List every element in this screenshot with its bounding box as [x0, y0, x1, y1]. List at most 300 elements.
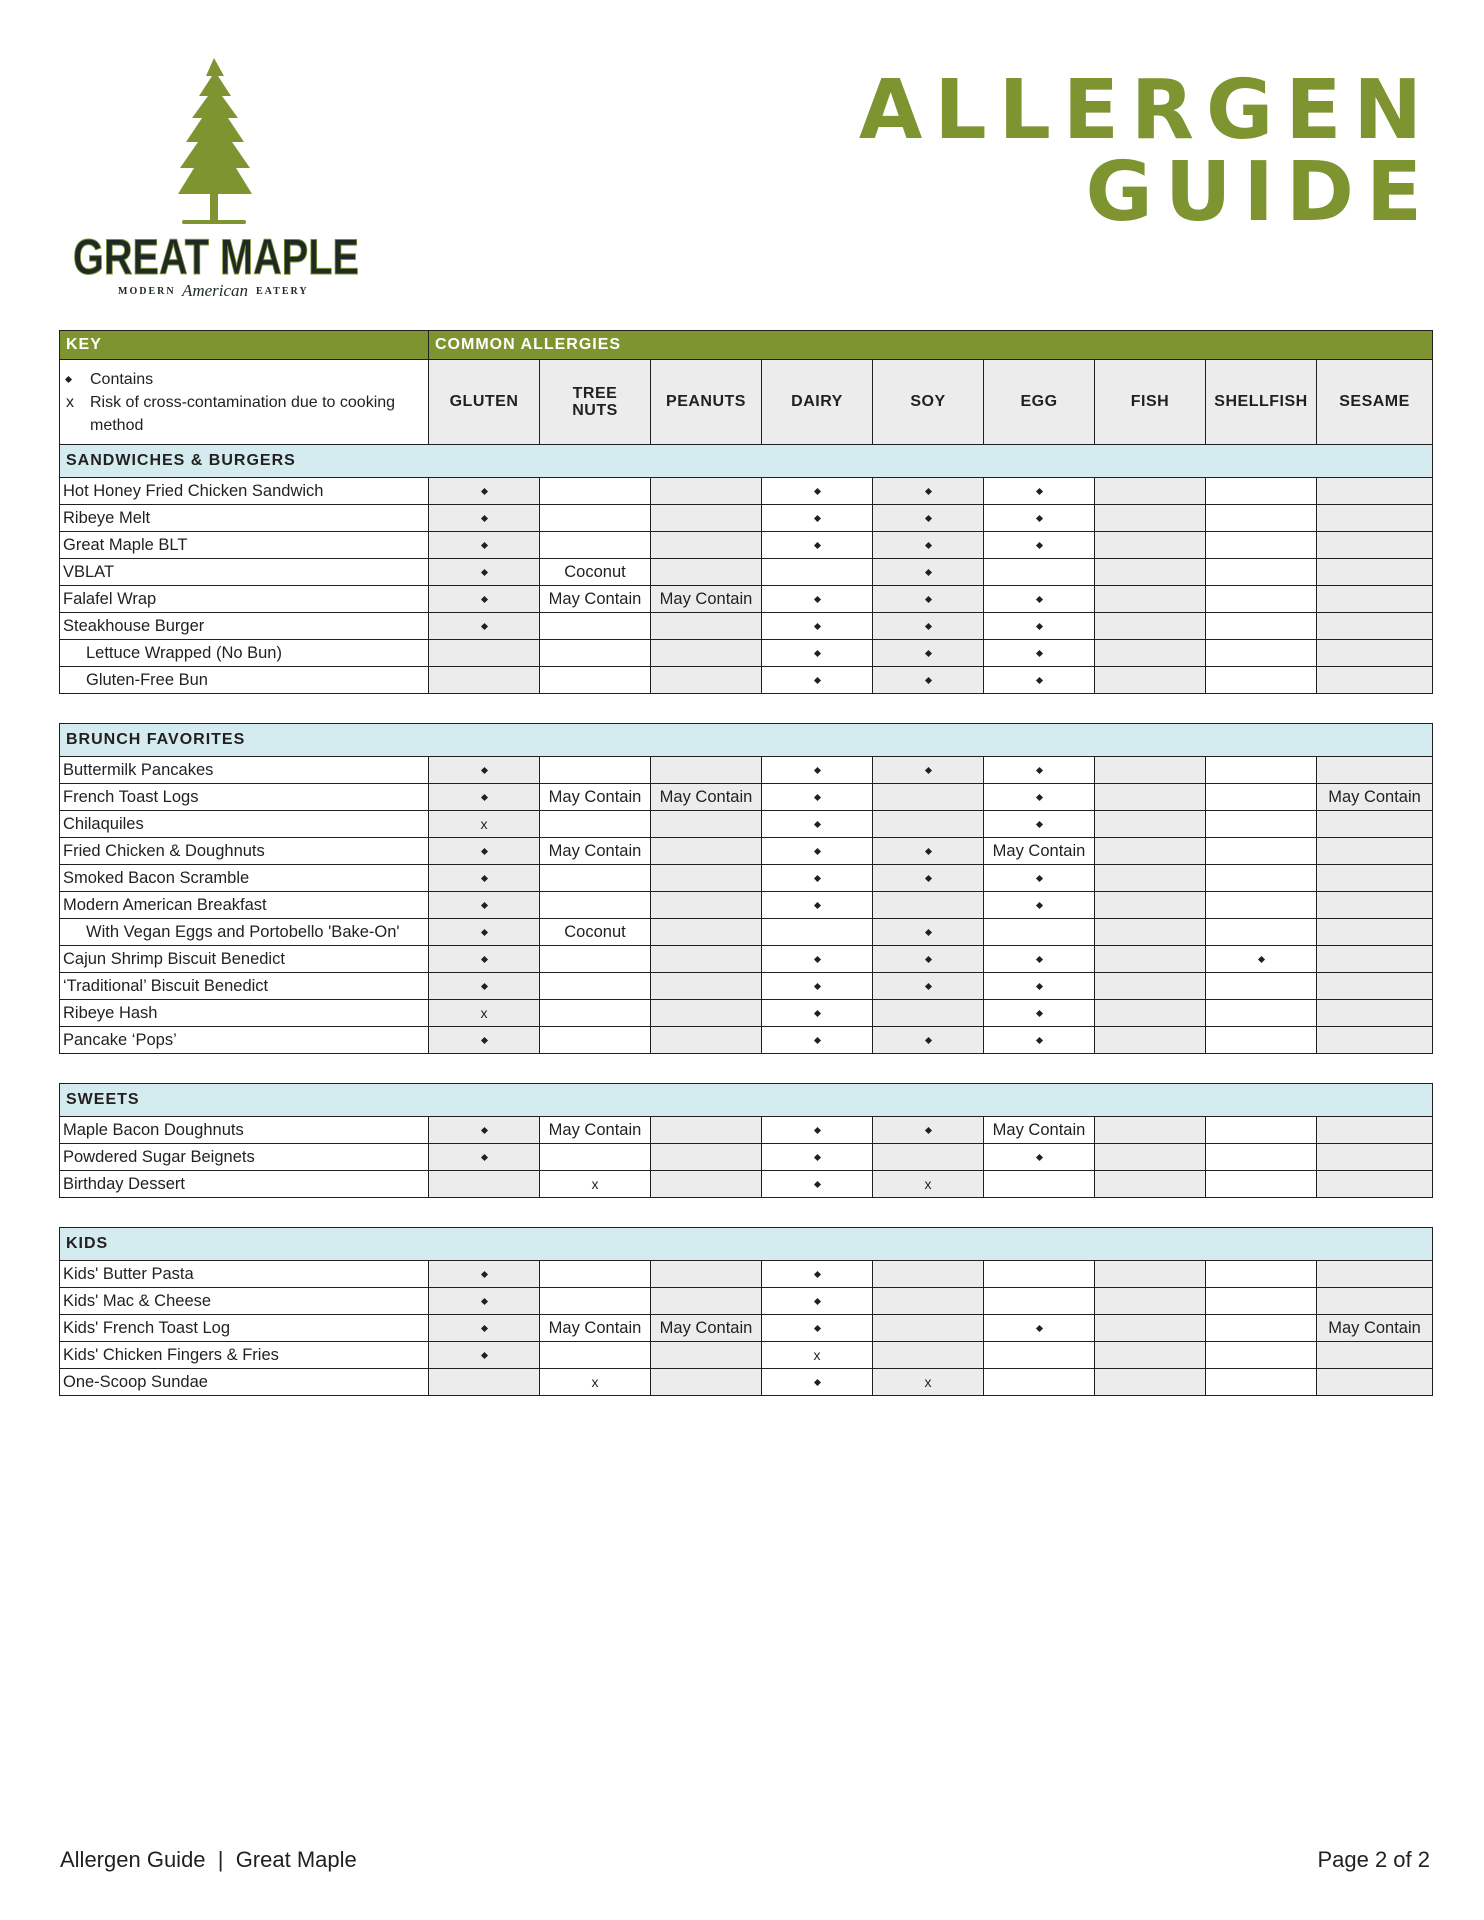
allergen-cell	[1095, 1117, 1206, 1144]
allergen-cell	[873, 973, 984, 1000]
allergen-cell	[540, 1288, 651, 1315]
table-row	[60, 892, 1433, 919]
table-row	[60, 586, 1433, 613]
allergen-cell	[651, 973, 762, 1000]
contains-bullet-icon	[924, 569, 931, 576]
table-row	[60, 1261, 1433, 1288]
allergen-cell	[1095, 1369, 1206, 1396]
contains-bullet-icon	[924, 929, 931, 936]
column-header-dairy: DAIRY	[762, 360, 873, 445]
allergen-cell	[762, 1117, 873, 1144]
allergen-cell	[1206, 892, 1317, 919]
contains-bullet-icon	[813, 821, 820, 828]
allergen-cell	[651, 559, 762, 586]
allergen-cell	[651, 1369, 762, 1396]
allergen-cell	[540, 559, 651, 586]
allergen-note: Coconut	[564, 562, 626, 581]
title-line-2: GUIDE	[1085, 145, 1434, 240]
allergen-cell	[984, 1117, 1095, 1144]
allergen-cell	[762, 1342, 873, 1369]
allergen-cell	[651, 865, 762, 892]
contains-bullet-icon	[480, 875, 487, 882]
allergen-cell	[540, 1369, 651, 1396]
column-header-soy: SOY	[873, 360, 984, 445]
contains-bullet-icon	[813, 794, 820, 801]
allergen-cell	[1206, 946, 1317, 973]
allergen-cell	[1095, 559, 1206, 586]
allergen-cell	[1317, 1288, 1433, 1315]
allergen-cell	[429, 505, 540, 532]
allergen-cell	[1206, 1117, 1317, 1144]
allergen-table-section	[59, 1227, 1433, 1396]
allergen-cell	[540, 784, 651, 811]
allergen-cell	[984, 784, 1095, 811]
section-header	[60, 1228, 1433, 1261]
contains-bullet-icon	[480, 1154, 487, 1161]
allergen-cell	[1095, 1261, 1206, 1288]
allergen-note: May Contain	[548, 1318, 642, 1337]
allergen-cell	[762, 1144, 873, 1171]
table-row	[60, 919, 1433, 946]
page-title	[858, 63, 1434, 240]
allergen-cell	[1206, 784, 1317, 811]
allergen-cell	[540, 505, 651, 532]
menu-item-name: Modern American Breakfast	[60, 892, 429, 919]
allergen-cell	[540, 838, 651, 865]
allergen-cell	[1317, 1369, 1433, 1396]
allergen-cell	[873, 1261, 984, 1288]
allergen-cell	[762, 640, 873, 667]
allergen-cell	[1095, 757, 1206, 784]
allergen-cell	[540, 1315, 651, 1342]
contains-bullet-icon	[924, 515, 931, 522]
key-legend	[60, 360, 429, 445]
allergen-note: May Contain	[548, 787, 642, 806]
allergen-cell	[984, 838, 1095, 865]
contains-bullet-icon	[813, 1010, 820, 1017]
menu-item-name: Falafel Wrap	[60, 586, 429, 613]
contains-bullet-icon	[1035, 821, 1042, 828]
contains-bullet-icon	[813, 848, 820, 855]
contains-bullet-icon	[813, 1037, 820, 1044]
allergen-cell	[1206, 919, 1317, 946]
table-row	[60, 1000, 1433, 1027]
menu-item-name: Lettuce Wrapped (No Bun)	[60, 640, 429, 667]
allergen-cell	[651, 586, 762, 613]
allergen-cell	[1095, 784, 1206, 811]
contains-bullet-icon	[1035, 767, 1042, 774]
allergen-cell	[429, 586, 540, 613]
allergen-cell	[1206, 640, 1317, 667]
allergen-cell	[651, 1000, 762, 1027]
allergen-cell	[540, 1027, 651, 1054]
allergen-cell	[1206, 1000, 1317, 1027]
allergen-table	[59, 330, 1433, 694]
allergen-cell	[429, 532, 540, 559]
allergen-cell	[1095, 973, 1206, 1000]
allergen-cell	[984, 1288, 1095, 1315]
allergen-cell	[429, 865, 540, 892]
allergen-cell	[1095, 865, 1206, 892]
allergen-cell	[984, 811, 1095, 838]
allergen-cell	[1317, 946, 1433, 973]
allergen-cell	[1317, 505, 1433, 532]
great-maple-logo	[66, 56, 366, 306]
contains-bullet-icon	[1035, 1010, 1042, 1017]
allergen-cell	[429, 1144, 540, 1171]
contains-bullet-icon	[924, 983, 931, 990]
allergen-cell	[984, 613, 1095, 640]
allergen-cell	[762, 613, 873, 640]
allergen-cell	[429, 892, 540, 919]
allergen-cell	[651, 613, 762, 640]
allergen-cell	[1206, 1171, 1317, 1198]
allergen-cell	[1206, 559, 1317, 586]
contains-bullet-icon	[813, 488, 820, 495]
section-header	[60, 724, 1433, 757]
contains-bullet-icon	[480, 488, 487, 495]
allergen-cell	[1317, 613, 1433, 640]
contains-bullet-icon	[813, 1181, 820, 1188]
contains-bullet-icon	[1035, 794, 1042, 801]
menu-item-name: Kids' Chicken Fingers & Fries	[60, 1342, 429, 1369]
contains-bullet-icon	[813, 1127, 820, 1134]
allergen-cell	[1206, 1315, 1317, 1342]
table-row	[60, 505, 1433, 532]
allergen-cell	[1206, 1369, 1317, 1396]
cross-contamination-mark: x	[813, 1346, 821, 1363]
allergen-cell	[1206, 1027, 1317, 1054]
allergen-cell	[1095, 613, 1206, 640]
cross-contamination-mark: x	[591, 1373, 599, 1390]
allergen-cell	[1095, 478, 1206, 505]
allergen-cell	[540, 613, 651, 640]
allergen-cell	[1206, 1144, 1317, 1171]
contains-bullet-icon	[813, 902, 820, 909]
menu-item-name: Hot Honey Fried Chicken Sandwich	[60, 478, 429, 505]
allergen-cell	[540, 1342, 651, 1369]
contains-bullet-icon	[1035, 1154, 1042, 1161]
allergen-cell	[873, 1027, 984, 1054]
allergen-cell	[984, 892, 1095, 919]
allergen-cell	[1206, 505, 1317, 532]
allergen-cell	[1095, 946, 1206, 973]
table-header-bar	[60, 331, 1433, 360]
table-row	[60, 1144, 1433, 1171]
table-row	[60, 640, 1433, 667]
allergen-cell	[1317, 586, 1433, 613]
allergen-cell	[762, 1288, 873, 1315]
allergen-cell	[540, 1261, 651, 1288]
allergen-cell	[1317, 1342, 1433, 1369]
contains-bullet-icon	[65, 376, 72, 383]
menu-item-name: Kids' Mac & Cheese	[60, 1288, 429, 1315]
column-header-peanuts: PEANUTS	[651, 360, 762, 445]
key-risk-text: Risk of cross-contamination due to cooking method	[90, 393, 396, 434]
allergen-cell	[1095, 1342, 1206, 1369]
table-row	[60, 1117, 1433, 1144]
allergen-cell	[1317, 559, 1433, 586]
allergen-cell	[651, 1027, 762, 1054]
allergen-cell	[651, 640, 762, 667]
allergen-cell	[1206, 667, 1317, 694]
contains-bullet-icon	[924, 488, 931, 495]
allergen-cell	[873, 532, 984, 559]
section-title: KIDS	[60, 1228, 1433, 1261]
column-header-fish: FISH	[1095, 360, 1206, 445]
allergen-cell	[651, 1117, 762, 1144]
allergen-cell	[540, 757, 651, 784]
contains-bullet-icon	[924, 1037, 931, 1044]
allergen-cell	[1095, 1000, 1206, 1027]
allergen-cell	[1206, 1288, 1317, 1315]
table-row	[60, 532, 1433, 559]
contains-bullet-icon	[1257, 956, 1264, 963]
allergen-cell	[873, 1315, 984, 1342]
allergen-cell	[651, 1315, 762, 1342]
contains-bullet-icon	[480, 1271, 487, 1278]
menu-item-name: Chilaquiles	[60, 811, 429, 838]
menu-item-name: ‘Traditional’ Biscuit Benedict	[60, 973, 429, 1000]
allergen-cell	[651, 1261, 762, 1288]
allergen-cell	[873, 946, 984, 973]
allergen-cell	[1095, 1144, 1206, 1171]
column-header-egg: EGG	[984, 360, 1095, 445]
allergen-note: May Contain	[1328, 787, 1421, 806]
contains-bullet-icon	[480, 902, 487, 909]
cross-contamination-mark: x	[591, 1175, 599, 1192]
column-header-row	[60, 360, 1433, 445]
brand-tagline-left: MODERN	[118, 286, 176, 297]
allergen-cell	[762, 811, 873, 838]
allergen-cell	[429, 667, 540, 694]
allergen-cell	[873, 865, 984, 892]
allergen-cell	[1317, 919, 1433, 946]
allergen-cell	[1317, 865, 1433, 892]
table-row	[60, 1027, 1433, 1054]
allergen-cell	[1206, 973, 1317, 1000]
contains-bullet-icon	[480, 1325, 487, 1332]
allergen-cell	[429, 613, 540, 640]
allergen-cell	[1095, 892, 1206, 919]
brand-tagline-script: American	[181, 281, 249, 300]
allergen-cell	[762, 478, 873, 505]
menu-item-name: One-Scoop Sundae	[60, 1369, 429, 1396]
allergen-cell	[1317, 1117, 1433, 1144]
menu-item-name: Great Maple BLT	[60, 532, 429, 559]
menu-item-name: Powdered Sugar Beignets	[60, 1144, 429, 1171]
allergen-cell	[429, 919, 540, 946]
contains-bullet-icon	[480, 1298, 487, 1305]
allergen-cell	[1206, 586, 1317, 613]
contains-bullet-icon	[480, 623, 487, 630]
allergen-cell	[1317, 1000, 1433, 1027]
allergen-cell	[873, 919, 984, 946]
allergen-cell	[1095, 586, 1206, 613]
contains-bullet-icon	[480, 956, 487, 963]
allergen-note: May Contain	[659, 589, 753, 608]
menu-item-name: Ribeye Hash	[60, 1000, 429, 1027]
allergen-cell	[984, 1171, 1095, 1198]
allergen-cell	[762, 667, 873, 694]
contains-bullet-icon	[813, 767, 820, 774]
allergen-cell	[1317, 1027, 1433, 1054]
allergen-note: May Contain	[659, 1318, 753, 1337]
allergen-cell	[762, 838, 873, 865]
allergen-cell	[873, 613, 984, 640]
common-allergies-label: COMMON ALLERGIES	[429, 331, 1433, 360]
allergen-table-section	[59, 1083, 1433, 1198]
allergen-cell	[651, 505, 762, 532]
allergen-cell	[651, 811, 762, 838]
cross-contamination-mark: x	[924, 1373, 932, 1390]
allergen-cell	[1095, 532, 1206, 559]
contains-bullet-icon	[813, 515, 820, 522]
allergen-cell	[1317, 478, 1433, 505]
contains-bullet-icon	[1035, 983, 1042, 990]
tree-icon	[178, 58, 252, 224]
allergen-cell	[873, 1342, 984, 1369]
section-title: SWEETS	[60, 1084, 1433, 1117]
allergen-cell	[1095, 640, 1206, 667]
contains-bullet-icon	[813, 1271, 820, 1278]
allergen-note: May Contain	[659, 787, 753, 806]
allergen-cell	[429, 1261, 540, 1288]
allergen-cell	[429, 1369, 540, 1396]
contains-bullet-icon	[1035, 596, 1042, 603]
allergen-cell	[1095, 838, 1206, 865]
contains-bullet-icon	[813, 956, 820, 963]
allergen-cell	[540, 865, 651, 892]
allergen-cell	[873, 559, 984, 586]
allergen-cell	[1206, 865, 1317, 892]
allergen-cell	[762, 505, 873, 532]
allergen-note: May Contain	[548, 841, 642, 860]
allergen-cell	[540, 640, 651, 667]
table-row	[60, 973, 1433, 1000]
allergen-cell	[1206, 613, 1317, 640]
allergen-cell	[1317, 532, 1433, 559]
allergen-cell	[762, 1027, 873, 1054]
allergen-cell	[1095, 1171, 1206, 1198]
contains-bullet-icon	[480, 848, 487, 855]
cross-contamination-mark: x	[924, 1175, 932, 1192]
allergen-cell	[651, 1288, 762, 1315]
allergen-cell	[651, 757, 762, 784]
allergen-cell	[429, 1288, 540, 1315]
menu-item-name: VBLAT	[60, 559, 429, 586]
allergen-cell	[651, 1144, 762, 1171]
contains-bullet-icon	[813, 623, 820, 630]
allergen-cell	[984, 1342, 1095, 1369]
contains-bullet-icon	[924, 848, 931, 855]
allergen-cell	[1317, 1144, 1433, 1171]
allergen-cell	[984, 1000, 1095, 1027]
menu-item-name: With Vegan Eggs and Portobello 'Bake-On'	[60, 919, 429, 946]
contains-bullet-icon	[480, 542, 487, 549]
table-row	[60, 1171, 1433, 1198]
allergen-cell	[984, 1315, 1095, 1342]
allergen-cell	[873, 1369, 984, 1396]
allergen-cell	[984, 532, 1095, 559]
allergen-cell	[762, 784, 873, 811]
table-row	[60, 946, 1433, 973]
allergen-note: Coconut	[564, 922, 626, 941]
allergen-cell	[540, 973, 651, 1000]
allergen-cell	[873, 640, 984, 667]
allergen-cell	[540, 667, 651, 694]
allergen-cell	[429, 811, 540, 838]
allergen-cell	[1206, 1261, 1317, 1288]
allergen-cell	[651, 532, 762, 559]
allergen-cell	[984, 1027, 1095, 1054]
table-row	[60, 613, 1433, 640]
menu-item-name: Steakhouse Burger	[60, 613, 429, 640]
allergen-cell	[651, 892, 762, 919]
allergen-cell	[540, 1171, 651, 1198]
allergen-cell	[984, 973, 1095, 1000]
menu-item-name: Gluten-Free Bun	[60, 667, 429, 694]
contains-bullet-icon	[480, 929, 487, 936]
contains-bullet-icon	[1035, 623, 1042, 630]
contains-bullet-icon	[813, 875, 820, 882]
contains-bullet-icon	[813, 1154, 820, 1161]
allergen-cell	[651, 784, 762, 811]
allergen-cell	[540, 586, 651, 613]
contains-bullet-icon	[1035, 1325, 1042, 1332]
allergen-cell	[651, 919, 762, 946]
contains-bullet-icon	[480, 569, 487, 576]
allergen-cell	[651, 946, 762, 973]
allergen-cell	[1317, 640, 1433, 667]
allergen-cell	[762, 1261, 873, 1288]
brand-name: GREAT MAPLE	[73, 229, 359, 285]
contains-bullet-icon	[480, 1037, 487, 1044]
title-line-1: ALLERGEN	[858, 63, 1434, 158]
allergen-cell	[873, 505, 984, 532]
allergen-cell	[1317, 973, 1433, 1000]
allergen-cell	[762, 532, 873, 559]
allergen-cell	[1317, 811, 1433, 838]
allergen-cell	[429, 1315, 540, 1342]
allergen-cell	[651, 478, 762, 505]
table-row	[60, 757, 1433, 784]
allergen-cell	[429, 1342, 540, 1369]
allergen-cell	[873, 757, 984, 784]
allergen-cell	[984, 640, 1095, 667]
allergen-cell	[762, 1369, 873, 1396]
allergen-cell	[429, 1117, 540, 1144]
allergen-cell	[984, 865, 1095, 892]
contains-bullet-icon	[480, 1352, 487, 1359]
allergen-cell	[429, 478, 540, 505]
allergen-cell	[984, 919, 1095, 946]
table-row	[60, 811, 1433, 838]
allergen-cell	[429, 559, 540, 586]
allergen-cell	[762, 1000, 873, 1027]
contains-bullet-icon	[480, 596, 487, 603]
allergen-cell	[762, 892, 873, 919]
footer-page-number: Page 2 of 2	[1317, 1847, 1430, 1872]
contains-bullet-icon	[813, 677, 820, 684]
allergen-cell	[984, 1369, 1095, 1396]
allergen-cell	[1095, 1315, 1206, 1342]
allergen-cell	[1317, 757, 1433, 784]
allergen-cell	[1317, 892, 1433, 919]
allergen-cell	[1206, 478, 1317, 505]
allergen-cell	[762, 946, 873, 973]
allergen-cell	[873, 586, 984, 613]
